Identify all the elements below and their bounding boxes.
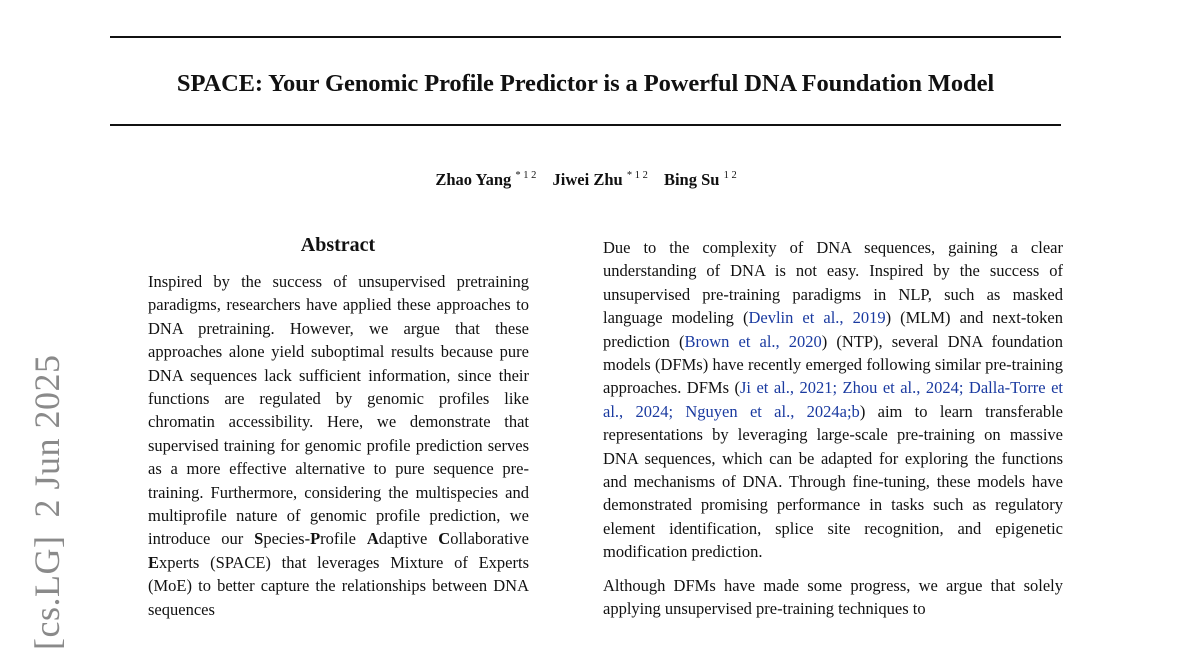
- abstract-heading: Abstract: [300, 234, 376, 256]
- author-2: [553, 170, 648, 189]
- author-3: [664, 170, 737, 189]
- acronym-rest: pecies-: [263, 529, 311, 549]
- author-affiliation: * 1 2: [626, 170, 648, 181]
- arxiv-category: [cs.LG]: [27, 535, 67, 650]
- citation-separator: ;: [832, 378, 843, 398]
- author-affiliation: * 1 2: [515, 170, 537, 181]
- intro-text: Due to the complexity of DNA sequences, gaining a clear understanding of DNA is not easy. Inspired by the success of unsupervised pre-training paradigms in NLP, such as masked language modeling (: [603, 238, 1063, 328]
- acronym-letter: C: [438, 529, 451, 549]
- intro-text: ) aim to learn transferable representations by leveraging large-scale pre-training on massive DNA sequences, which can be adapted for exploring the functions and mechanisms of DNA. Through fine-tuning, these models have demonstrated promising performance in tasks such as regulatory element identification, splice site recognition, and epigenetic modification prediction.: [603, 401, 1063, 562]
- abstract-text-part2: (SPACE) that leverages Mixture of Experts (MoE) to better capture the relationships between DNA sequences: [148, 552, 529, 619]
- abstract-text: [148, 270, 529, 621]
- acronym-rest: xperts: [159, 552, 200, 572]
- intro-text: ) (NTP), several DNA foundation models (DFMs) have recently emerged following similar pre-training approaches. DFMs (: [603, 331, 1064, 398]
- intro-paragraph-1: [603, 236, 1063, 564]
- acronym-letter: P: [310, 529, 321, 549]
- intro-text: ) (MLM) and next-token prediction (: [603, 308, 1063, 351]
- abstract-text-part1: Inspired by the success of unsupervised pretraining paradigms, researchers have applied these approaches to DNA pretraining. However, we argue that these approaches alone yield suboptimal results because pure DNA sequences lack sufficient information, since their functions are regulated by genomic profiles like chromatin accessibility. Here, we demonstrate that supervised training for genomic profile prediction serves as a more effective alternative to pure sequence pretraining. Furthermore, considering the multispecies and multiprofile nature of genomic profile prediction, we introduce our: [148, 272, 529, 549]
- author-1: [435, 170, 536, 189]
- author-affiliation: 1 2: [723, 170, 737, 181]
- paper-title: SPACE: Your Genomic Profile Predictor is a Powerful DNA Foundation Model: [176, 70, 995, 97]
- citation-separator: ;: [958, 378, 969, 398]
- citation-link[interactable]: Dalla-Torre et al., 2024: [603, 378, 1064, 421]
- acronym-rest: ollaborative: [450, 529, 529, 549]
- title-top-rule: [110, 36, 1061, 38]
- citation-link[interactable]: Devlin et al., 2019: [748, 308, 886, 328]
- author-name: Bing Su: [663, 170, 720, 189]
- author-name: Jiwei Zhu: [552, 170, 623, 189]
- acronym-letter: A: [366, 529, 379, 549]
- arxiv-date: 2 Jun 2025: [27, 354, 67, 518]
- intro-paragraph-2: Although DFMs have made some progress, we argue that solely applying unsupervised pre-training techniques to: [603, 575, 1063, 619]
- citation-link[interactable]: Brown et al., 2020: [684, 331, 822, 351]
- citation-link[interactable]: Zhou et al., 2024: [842, 378, 959, 398]
- acronym-rest: rofile: [320, 529, 367, 549]
- author-name: Zhao Yang: [435, 170, 512, 189]
- citation-link[interactable]: Nguyen et al., 2024a;b: [685, 401, 860, 421]
- acronym-letter: E: [148, 552, 160, 572]
- author-list: [0, 170, 1172, 190]
- arxiv-stamp: [26, 337, 68, 650]
- introduction-column: [603, 236, 1063, 631]
- title-bottom-rule: [110, 124, 1061, 126]
- acronym-letter: S: [254, 529, 264, 549]
- citation-link[interactable]: Ji et al., 2021: [739, 378, 833, 398]
- acronym-rest: daptive: [378, 529, 439, 549]
- citation-separator: ;: [668, 401, 686, 421]
